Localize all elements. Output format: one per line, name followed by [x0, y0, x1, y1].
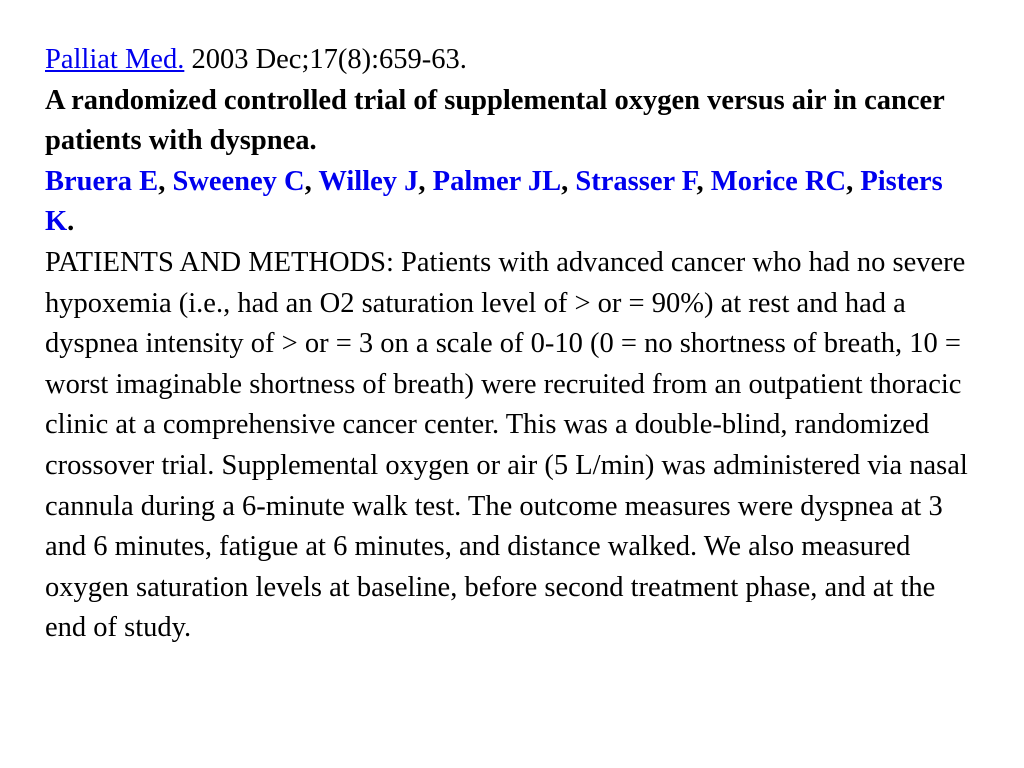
author-separator: .: [67, 206, 75, 238]
abstract-slide: [45, 40, 975, 649]
author-separator: ,: [846, 165, 861, 197]
author-link[interactable]: Pisters K: [45, 165, 943, 238]
author-list: [45, 162, 975, 243]
author-separator: ,: [696, 165, 711, 197]
abstract-text: PATIENTS AND METHODS: Patients with advanced cancer who had no severe hypoxemia (i.e., had an O2 saturation level of > or = 90%) at rest and had a dyspnea intensity of > or = 3 on a scale of 0-10 (0 = no shortness of breath, 10 = worst imaginable shortness of breath) were recruited from an outpatient thoracic clinic at a comprehensive cancer center. This was a double-blind, randomized crossover trial. Supplemental oxygen or air (5 L/min) was administered via nasal cannula during a 6-minute walk test. The outcome measures were dyspnea at 3 and 6 minutes, fatigue at 6 minutes, and distance walked. We also measured oxygen saturation levels at baseline, before second treatment phase, and at the end of study.: [45, 246, 968, 644]
journal-link[interactable]: Palliat Med.: [45, 44, 185, 75]
author-link[interactable]: Sweeney C: [172, 165, 305, 197]
author-separator: ,: [561, 165, 576, 197]
author-link[interactable]: Bruera E: [45, 165, 159, 197]
author-link[interactable]: Palmer JL: [432, 165, 562, 197]
citation-line: [45, 40, 975, 81]
author-separator: ,: [304, 165, 319, 197]
author-separator: ,: [418, 165, 433, 197]
article-title: A randomized controlled trial of supplemental oxygen versus air in cancer patients with dyspnea.: [45, 84, 945, 157]
author-link[interactable]: Morice RC: [710, 165, 847, 197]
author-link[interactable]: Willey J: [318, 165, 419, 197]
citation-details: 2003 Dec;17(8):659-63.: [184, 44, 467, 75]
author-separator: ,: [158, 165, 173, 197]
author-link[interactable]: Strasser F: [575, 165, 697, 197]
